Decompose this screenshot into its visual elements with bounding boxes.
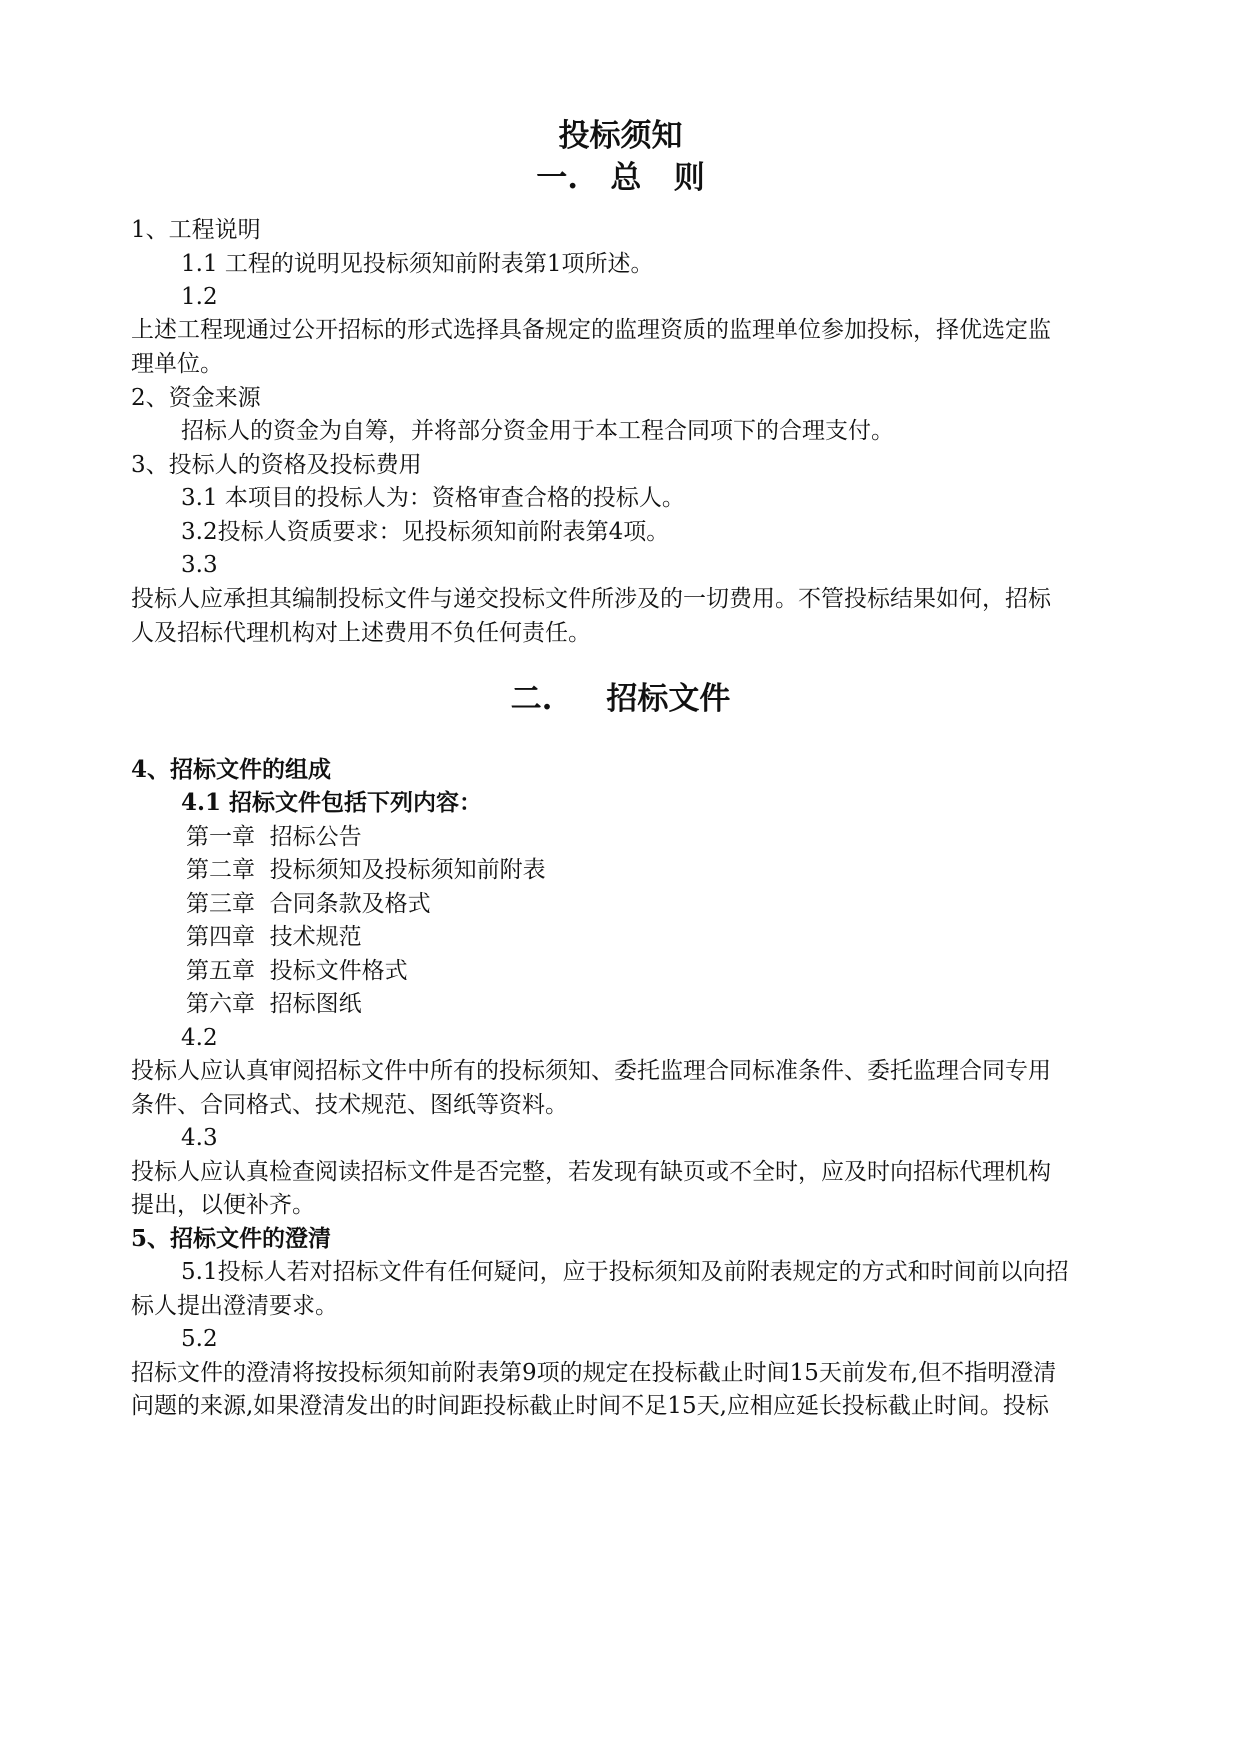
clause-4-1: 4.1 招标文件包括下列内容：: [181, 789, 483, 816]
chapter-6: 第六章 招标图纸: [186, 991, 362, 1017]
clause-5-1-line-2: 标人提出澄清要求。: [131, 1293, 338, 1319]
clause-4-heading: 4、招标文件的组成: [131, 756, 332, 783]
clause-1-2-text-line-1: 上述工程现通过公开招标的形式选择具备规定的监理资质的监理单位参加投标，择优选定监: [131, 317, 1051, 343]
clause-1-heading: 1、工程说明: [131, 217, 261, 243]
clause-4-2-number: 4.2: [181, 1025, 218, 1051]
clause-3-3-text-line-1: 投标人应承担其编制投标文件与递交投标文件所涉及的一切费用。不管投标结果如何，招标: [131, 586, 1051, 612]
chapter-2: 第二章 投标须知及投标须知前附表: [186, 857, 546, 883]
clause-3-3-number: 3.3: [181, 552, 218, 578]
clause-2-text: 招标人的资金为自筹，并将部分资金用于本工程合同项下的合理支付。: [181, 418, 894, 444]
clause-1-1: 1.1 工程的说明见投标须知前附表第1项所述。: [181, 251, 654, 277]
clause-4-3-text-line-2: 提出，以便补齐。: [131, 1192, 315, 1218]
document-title: 投标须知: [558, 118, 683, 154]
clause-3-1: 3.1 本项目的投标人为：资格审查合格的投标人。: [181, 485, 685, 511]
section-heading-tender-documents: 二. 招标文件: [510, 681, 731, 717]
chapter-3: 第三章 合同条款及格式: [186, 891, 431, 917]
clause-3-2: 3.2投标人资质要求：见投标须知前附表第4项。: [181, 519, 670, 545]
clause-4-3-number: 4.3: [181, 1125, 218, 1151]
clause-1-2-number: 1.2: [181, 284, 218, 310]
clause-4-2-text-line-1: 投标人应认真审阅招标文件中所有的投标须知、委托监理合同标准条件、委托监理合同专用: [131, 1058, 1051, 1084]
clause-1-2-text-line-2: 理单位。: [131, 351, 223, 377]
chapter-5: 第五章 投标文件格式: [186, 958, 408, 984]
clause-4-3-text-line-1: 投标人应认真检查阅读招标文件是否完整，若发现有缺页或不全时，应及时向招标代理机构: [131, 1159, 1051, 1185]
clause-3-heading: 3、投标人的资格及投标费用: [131, 452, 422, 478]
clause-5-2-number: 5.2: [181, 1326, 218, 1352]
clause-4-2-text-line-2: 条件、合同格式、技术规范、图纸等资料。: [131, 1092, 568, 1118]
clause-5-2-text-line-2: 问题的来源,如果澄清发出的时间距投标截止时间不足15天,应相应延长投标截止时间。投标: [131, 1393, 1049, 1419]
clause-3-3-text-line-2: 人及招标代理机构对上述费用不负任何责任。: [131, 620, 591, 646]
chapter-4: 第四章 技术规范: [186, 924, 362, 950]
clause-5-heading: 5、招标文件的澄清: [131, 1225, 332, 1252]
clause-2-heading: 2、资金来源: [131, 385, 261, 411]
section-heading-general: 一. 总 则: [536, 160, 705, 196]
clause-5-1-line-1: 5.1投标人若对招标文件有任何疑问，应于投标须知及前附表规定的方式和时间前以向招: [181, 1259, 1069, 1285]
chapter-1: 第一章 招标公告: [186, 824, 362, 850]
clause-5-2-text-line-1: 招标文件的澄清将按投标须知前附表第9项的规定在投标截止时间15天前发布,但不指明澄清: [131, 1360, 1057, 1386]
